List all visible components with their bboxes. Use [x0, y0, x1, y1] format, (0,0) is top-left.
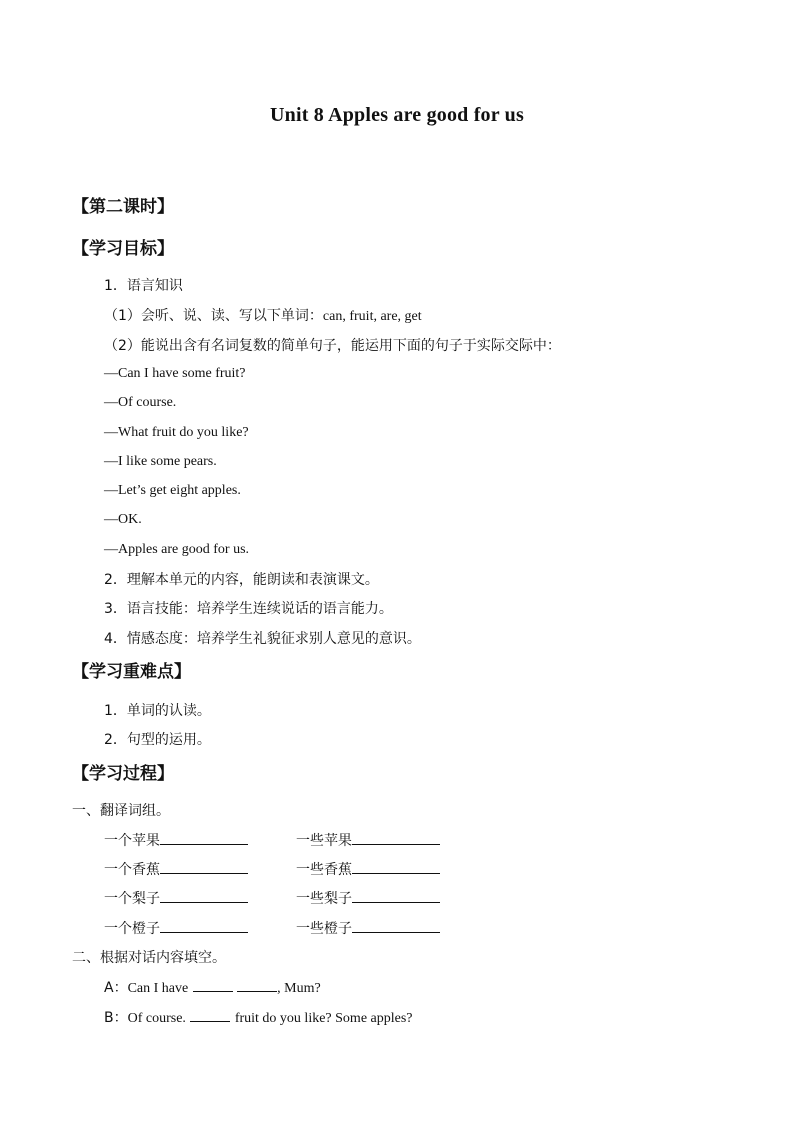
translation-row: [104, 859, 248, 879]
translation-left: 一个梨子: [104, 891, 160, 907]
dialog-a-text-end: , Mum?: [277, 981, 321, 996]
section-lesson-heading: 【第二课时】: [72, 197, 174, 217]
answer-blank[interactable]: [352, 859, 440, 874]
page-title: Unit 8 Apples are good for us: [270, 104, 524, 126]
answer-blank[interactable]: [237, 977, 277, 992]
dialog-line: —Of course.: [104, 395, 177, 410]
section-goals-heading: 【学习目标】: [72, 239, 174, 259]
answer-blank[interactable]: [160, 918, 248, 933]
translation-right: 一些橙子: [296, 921, 352, 937]
dialog-line: —I like some pears.: [104, 454, 217, 469]
dialog-line: —OK.: [104, 512, 142, 527]
translation-left: 一个苹果: [104, 833, 160, 849]
dialog-a-text: Can I have: [127, 981, 189, 996]
answer-blank[interactable]: [352, 918, 440, 933]
key-point-2: 2．句型的运用。: [104, 732, 211, 748]
dialog-line: —Can I have some fruit?: [104, 366, 246, 381]
translation-right: 一些梨子: [296, 891, 352, 907]
dialog-b-text: Of course.: [127, 1011, 186, 1026]
translation-right: 一些苹果: [296, 833, 352, 849]
answer-blank[interactable]: [160, 888, 248, 903]
answer-blank[interactable]: [160, 830, 248, 845]
translation-right: 一些香蕉: [296, 862, 352, 878]
goal-sub-1: [104, 305, 422, 325]
answer-blank[interactable]: [193, 977, 233, 992]
translation-row: [296, 859, 440, 879]
answer-blank[interactable]: [352, 888, 440, 903]
translation-row: [104, 830, 248, 850]
answer-blank[interactable]: [160, 859, 248, 874]
translation-row: [296, 918, 440, 938]
translation-left: 一个橙子: [104, 921, 160, 937]
section-key-heading: 【学习重难点】: [72, 662, 191, 682]
section-process-heading: 【学习过程】: [72, 764, 174, 784]
goal-sub-2: （2）能说出含有名词复数的简单句子，能运用下面的句子于实际交际中：: [104, 338, 561, 354]
dialog-line: —Let’s get eight apples.: [104, 483, 241, 498]
translation-left: 一个香蕉: [104, 862, 160, 878]
goal-item-1: 1．语言知识: [104, 278, 183, 294]
translation-row: [104, 918, 248, 938]
translation-row: [296, 888, 440, 908]
part1-title: 一、翻译词组。: [72, 803, 170, 819]
dialog-fill-b: [104, 1007, 413, 1027]
part2-title: 二、根据对话内容填空。: [72, 950, 226, 966]
translation-row: [104, 888, 248, 908]
dialog-line: —Apples are good for us.: [104, 542, 250, 557]
dialog-line: —What fruit do you like?: [104, 425, 249, 440]
translation-row: [296, 830, 440, 850]
goal-sub-1-text: （1）会听、说、读、写以下单词：: [104, 308, 323, 324]
goal-item-4: 4．情感态度：培养学生礼貌征求别人意见的意识。: [104, 631, 421, 647]
answer-blank[interactable]: [190, 1007, 230, 1022]
goal-item-3: 3．语言技能：培养学生连续说话的语言能力。: [104, 601, 393, 617]
dialog-fill-a: [104, 977, 321, 997]
dialog-b-text-end: fruit do you like? Some apples?: [234, 1011, 413, 1026]
speaker-b-label: B：: [104, 1010, 128, 1026]
goal-sub-1-words: can, fruit, are, get: [322, 309, 422, 324]
speaker-a-label: A：: [104, 980, 128, 996]
goal-item-2: 2．理解本单元的内容，能朗读和表演课文。: [104, 572, 379, 588]
answer-blank[interactable]: [352, 830, 440, 845]
key-point-1: 1．单词的认读。: [104, 703, 211, 719]
